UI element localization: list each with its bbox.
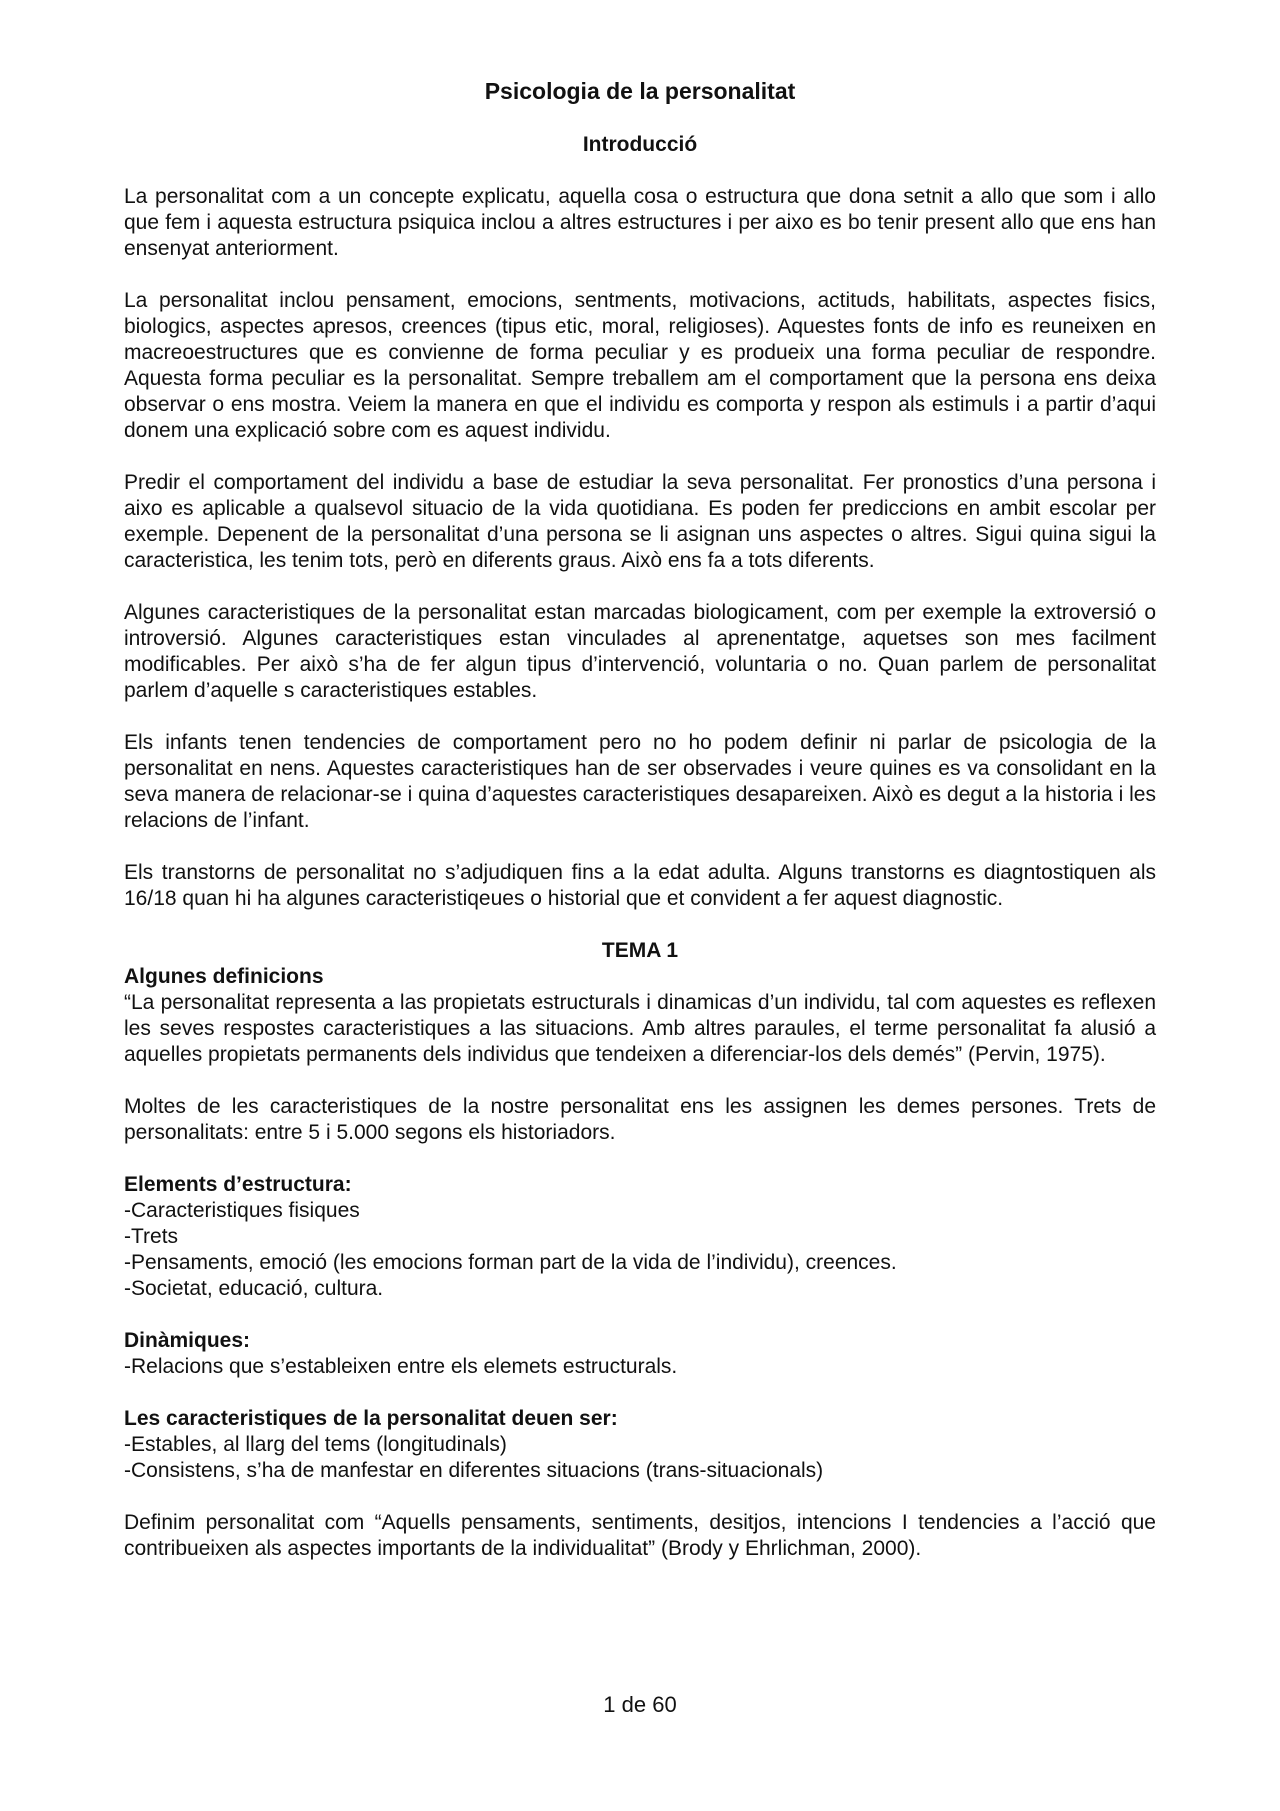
list-item: -Pensaments, emoció (les emocions forman part de la vida de l’individu), creences. [124, 1251, 897, 1274]
intro-paragraph: La personalitat com a un concepte explicatu, aquella cosa o estructura que dona setnit a allo que som i allo que fem i aquesta estructura psiquica inclou a altres estructures i per aixo es bo tenir present allo que ens han ensenyat anteriorment. [124, 185, 1156, 260]
elements-heading: Elements d’estructura: [124, 1173, 352, 1196]
document-title: Psicologia de la personalitat [484, 78, 796, 104]
elements-section [124, 1172, 1156, 1302]
intro-paragraph: Algunes caracteristiques de la personalitat estan marcadas biologicament, com per exemple la extroversió o introversió. Algunes caracteristiques estan vinculades al aprenentatge, aquetses son mes facilment modificables. Per això s’ha de fer algun tipus d’intervenció, voluntaria o no. Quan parlem de personalitat parlem d’aquelle s caracteristiques estables. [124, 601, 1156, 702]
list-item: -Trets [124, 1225, 179, 1248]
definition-quote: “La personalitat representa a las propietats estructurals i dinamicas d’un individu, tal com aquestes es reflexen les seves respostes caracteristiques a las situacions. Amb altres paraules, el terme personalitat fa alusió a aquelles propietats permanents dels individus que tendeixen a diferenciar-los dels demés” (Pervin, 1975). [124, 991, 1156, 1066]
list-item: -Societat, educació, cultura. [124, 1277, 384, 1300]
list-item: -Consistens, s’ha de manfestar en diferentes situacions (trans-situacionals) [124, 1459, 824, 1482]
caracteristiques-section [124, 1406, 1156, 1484]
definicions-paragraph: Moltes de les caracteristiques de la nostre personalitat ens les assignen les demes persones. Trets de personalitats: entre 5 i 5.000 segons els historiadors. [124, 1095, 1156, 1144]
definicions-heading: Algunes definicions [124, 965, 324, 988]
list-item: -Relacions que s’estableixen entre els elemets estructurals. [124, 1355, 678, 1378]
list-item: -Caracteristiques fisiques [124, 1199, 360, 1222]
intro-paragraph: La personalitat inclou pensament, emocions, sentments, motivacions, actituds, habilitats, aspectes fisics, biologics, aspectes apresos, creences (tipus etic, moral, religioses). Aquestes fonts de info es reuneixen en macreoestructures que es convienne de forma peculiar y es produeix una forma peculiar de respondre. Aquesta forma peculiar es la personalitat. Sempre treballem am el comportament que la persona ens deixa observar o ens mostra. Veiem la manera en que el individu es comporta y respon als estimuls i a partir d’aqui donem una explicació sobre com es aquest individu. [124, 289, 1156, 442]
intro-paragraph: Predir el comportament del individu a base de estudiar la seva personalitat. Fer pronostics d’una persona i aixo es aplicable a qualsevol situacio de la vida quotidiana. Es poden fer prediccions en ambit escolar per exemple. Depenent de la personalitat d’una persona se li asignan uns aspectes o altres. Sigui quina sigui la caracteristica, les tenim tots, però en diferents graus. Això ens fa a tots diferents. [124, 471, 1156, 572]
final-paragraph: Definim personalitat com “Aquells pensaments, sentiments, desitjos, intencions I tendencies a l’acció que contribueixen als aspectes importants de la individualitat” (Brody y Ehrlichman, 2000). [124, 1511, 1156, 1560]
dinamiques-heading: Dinàmiques: [124, 1329, 251, 1352]
intro-heading: Introducció [582, 133, 698, 156]
intro-paragraph: Els infants tenen tendencies de comportament pero no ho podem definir ni parlar de psicologia de la personalitat en nens. Aquestes caracteristiques han de ser observades i veure quines es va consolidant en la seva manera de relacionar-se i quina d’aquestes caracteristiques desapareixen. Això es degut a la historia i les relacions de l’infant. [124, 731, 1156, 832]
page-number: 1 de 60 [603, 1692, 677, 1717]
tema-heading: TEMA 1 [601, 939, 679, 962]
caracteristiques-heading: Les caracteristiques de la personalitat deuen ser: [124, 1407, 618, 1430]
list-item: -Estables, al llarg del tems (longitudinals) [124, 1433, 507, 1456]
intro-paragraph: Els transtorns de personalitat no s’adjudiquen fins a la edat adulta. Alguns transtorns es diagntostiquen als 16/18 quan hi ha algunes caracteristiqeues o historial que et convident a fer aquest diagnostic. [124, 861, 1156, 910]
dinamiques-section [124, 1328, 1156, 1380]
